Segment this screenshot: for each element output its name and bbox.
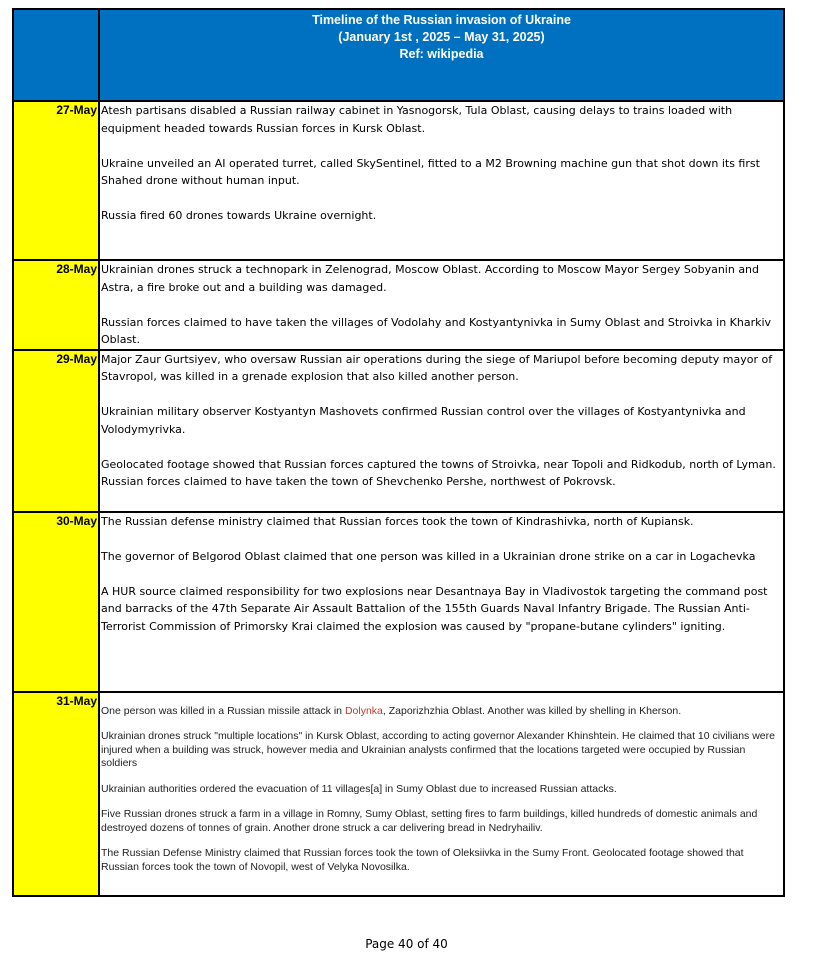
- table-row: [13, 512, 784, 692]
- header-blank-cell: [13, 9, 99, 101]
- date-cell: 28-May: [13, 260, 99, 350]
- header-date-range: (January 1st , 2025 – May 31, 2025): [338, 30, 545, 44]
- event-text: Ukrainian authorities ordered the evacuation of 11 villages[a] in Sumy Oblast due to increased Russian attacks.: [101, 782, 617, 795]
- timeline-table: [12, 8, 785, 897]
- event-text: Ukrainian military observer Kostyantyn Mashovets confirmed Russian control over the villages of Kostyantynivka and Volodymyrivka.: [101, 405, 746, 436]
- events-cell: [99, 101, 784, 260]
- event-text: Geolocated footage showed that Russian forces captured the towns of Stroivka, near Topoli and Ridkodub, north of Lyman. Russian forces claimed to have taken the town of Shevchenko Pershe, northwest of Pokrovsk.: [101, 457, 776, 488]
- event-text-part: One person was killed in a Russian missile attack in: [101, 704, 345, 717]
- header-title-cell: [99, 9, 784, 101]
- page-number: Page 40 of 40: [365, 937, 448, 951]
- event-text-part: , Zaporizhzhia Oblast. Another was killed by shelling in Kherson.: [382, 704, 682, 717]
- table-row: [13, 350, 784, 512]
- date-cell: 29-May: [13, 350, 99, 512]
- event-text: Major Zaur Gurtsiyev, who oversaw Russian air operations during the siege of Mariupol before becoming deputy mayor of Stavropol, was killed in a grenade explosion that also killed another person.: [101, 352, 773, 383]
- event-text: The governor of Belgorod Oblast claimed that one person was killed in a Ukrainian drone strike on a car in Logachevka: [101, 549, 756, 563]
- events-cell: [99, 260, 784, 350]
- date-cell: 30-May: [13, 512, 99, 692]
- event-text: Ukrainian drones struck "multiple locations" in Kursk Oblast, according to acting governor Alexander Khinshtein. He claimed that 10 civilians were injured when a building was struck, however media and Ukrainian analysts confirmed that the locations targeted were occupied by Russian soldiers: [101, 730, 775, 769]
- date-cell: 31-May: [13, 692, 99, 896]
- event-text: Ukrainian drones struck a technopark in Zelenograd, Moscow Oblast. According to Moscow Mayor Sergey Sobyanin and Astra, a fire broke out and a building was damaged.: [101, 263, 760, 294]
- header-row: [13, 9, 784, 101]
- event-text: Atesh partisans disabled a Russian railway cabinet in Yasnogorsk, Tula Oblast, causing delays to trains loaded with equipment headed towards Russian forces in Kursk Oblast.: [101, 104, 733, 135]
- table-row: [13, 101, 784, 260]
- table-row: [13, 692, 784, 896]
- table-row: [13, 260, 784, 350]
- event-text: Russian forces claimed to have taken the villages of Vodolahy and Kostyantynivka in Sumy Oblast and Stroivka in Kharkiv Oblast.: [101, 315, 772, 346]
- event-text: Five Russian drones struck a farm in a village in Romny, Sumy Oblast, setting fires to farm buildings, killed hundreds of domestic animals and destroyed dozens of tonnes of grain. Another drone struck a car delivering bread in Nedryhailiv.: [101, 808, 758, 834]
- events-cell: [99, 692, 784, 896]
- event-text: The Russian defense ministry claimed that Russian forces took the town of Kindrashivka, north of Kupiansk.: [101, 514, 694, 528]
- events-cell: [99, 512, 784, 692]
- event-text: The Russian Defense Ministry claimed that Russian forces took the town of Oleksiivka in the Sumy Front. Geolocated footage showed that Russian forces took the town of Novopil, west of Velyka Novosilka.: [101, 847, 744, 873]
- events-cell: [99, 350, 784, 512]
- header-title: Timeline of the Russian invasion of Ukraine: [312, 13, 571, 27]
- event-text: A HUR source claimed responsibility for two explosions near Desantnaya Bay in Vladivostok targeting the command post and barracks of the 47th Separate Air Assault Battalion of the 155th Guards Naval Infantry Brigade. The Russian Anti-Terrorist Commission of Primorsky Krai claimed the explosion was caused by "propane-butane cylinders" igniting.: [101, 584, 768, 633]
- date-cell: 27-May: [13, 101, 99, 260]
- event-text: [101, 705, 781, 719]
- event-text: Ukraine unveiled an AI operated turret, called SkySentinel, fitted to a M2 Browning machine gun that shot down its first Shahed drone without human input.: [101, 156, 760, 187]
- header-reference: Ref: wikipedia: [399, 47, 484, 61]
- dolynka-link[interactable]: Dolynka: [344, 704, 383, 717]
- event-text: Russia fired 60 drones towards Ukraine overnight.: [101, 209, 377, 222]
